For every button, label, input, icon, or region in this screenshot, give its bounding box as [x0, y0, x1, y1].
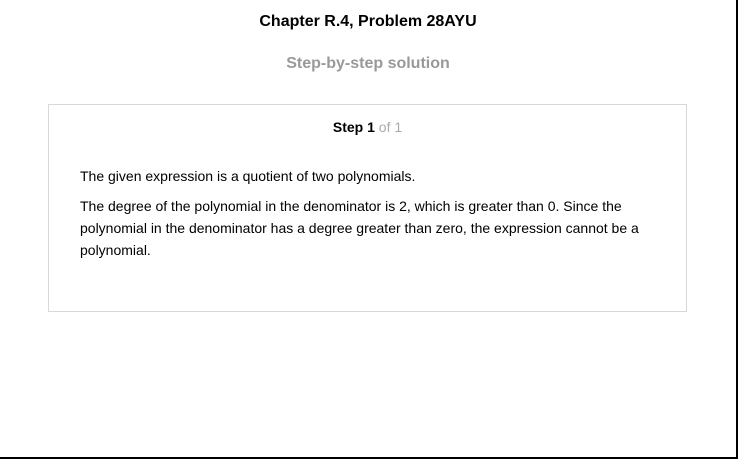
solution-paragraph: The degree of the polynomial in the denominator is 2, which is greater than 0. Since the polynomial in the denominator has a degree greater than zero, the expression cannot be a polynomial. [80, 198, 639, 258]
step-header [49, 118, 686, 136]
step-card [48, 104, 687, 312]
step-label: Step [332, 119, 364, 135]
step-content [80, 165, 660, 269]
solution-paragraph: The given expression is a quotient of two polynomials. [80, 168, 416, 184]
step-number: 1 [367, 119, 375, 135]
solution-subtitle: Step-by-step solution [286, 55, 450, 72]
step-total: of 1 [378, 119, 403, 135]
chapter-title: Chapter R.4, Problem 28AYU [259, 13, 477, 30]
